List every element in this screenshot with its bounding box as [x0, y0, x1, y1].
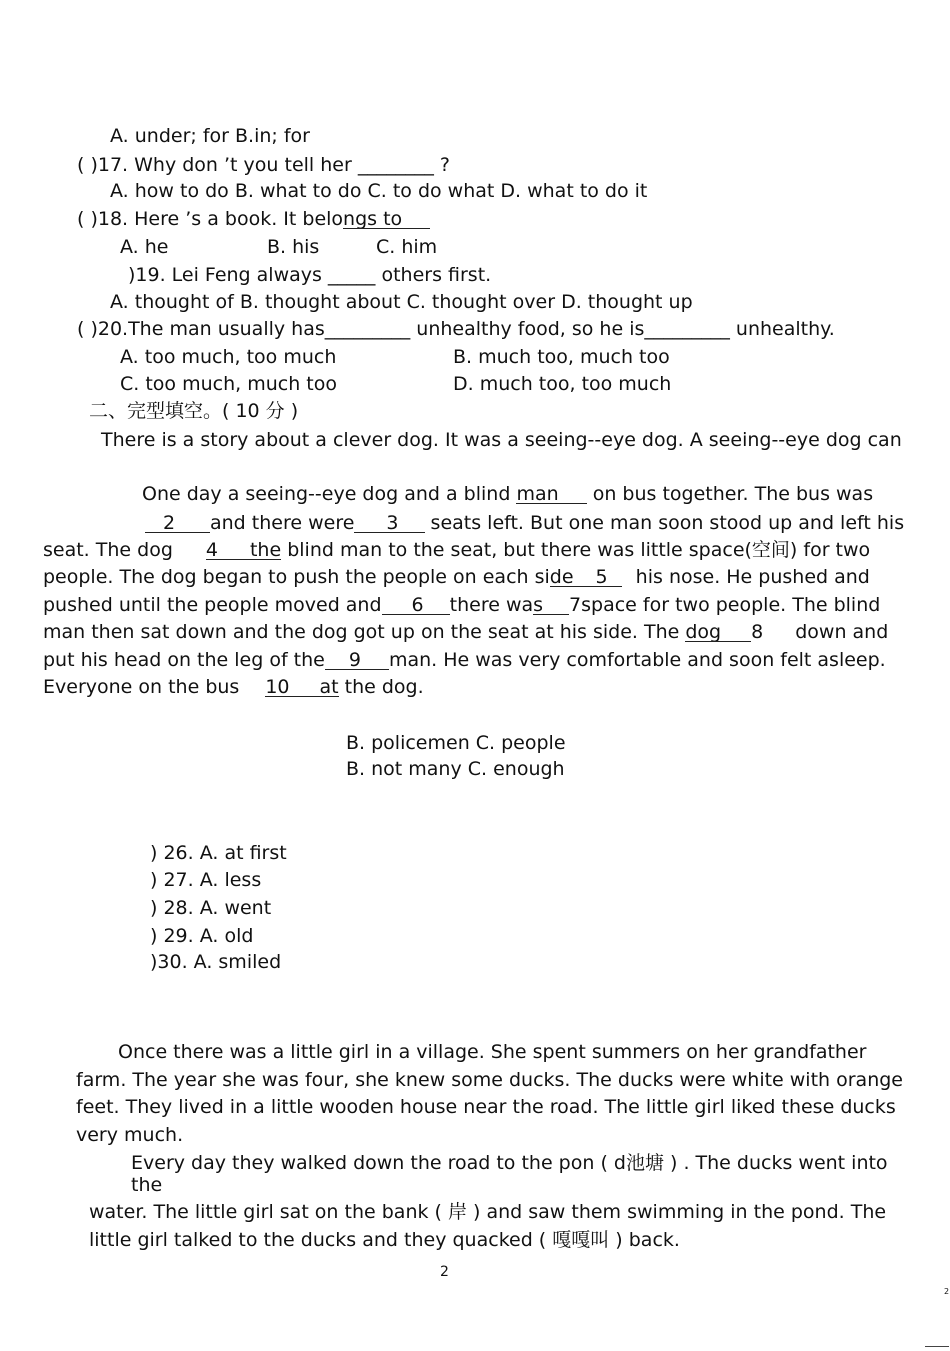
passage1-line4 [43, 539, 870, 561]
text-segment: and there were [210, 512, 355, 534]
q17-paren: ( ) [77, 154, 98, 176]
text-segment: put his head on the leg of the [43, 649, 325, 671]
passage1-line6 [43, 594, 880, 616]
passage2-line7: water. The little girl sat on the bank ( 岸 ) and saw them swimming in the pond. The [89, 1201, 887, 1223]
text-segment: Everyone on the bus [43, 676, 240, 698]
choices-row-2: B. not many C. enough [346, 758, 565, 780]
q19-question: )19. Lei Feng always _____ others first. [128, 264, 492, 286]
q17-options: A. how to do B. what to do C. to do what D. what to do it [110, 180, 648, 202]
passage2-line8: little girl talked to the ducks and they quacked ( 嘎嘎叫 ) back. [89, 1229, 680, 1251]
text-segment: One day a seeing--eye dog and a blind [142, 483, 517, 505]
blank-7 [533, 594, 569, 616]
blank-10 [265, 676, 338, 698]
q18-paren: ( ) [77, 208, 98, 230]
passage2-line5: Every day they walked down the road to the pon ( d池塘 ) . The ducks went into [131, 1152, 888, 1174]
passage1-line8 [43, 649, 886, 671]
text-segment: at [319, 676, 339, 698]
passage1-line5 [43, 566, 870, 588]
q18-text: 18. Here [97, 208, 186, 230]
passage1-line7 [43, 621, 888, 643]
blank-8 [685, 621, 751, 643]
passage2-line3: feet. They lived in a little wooden house near the road. The little girl liked these ducks [76, 1096, 896, 1118]
q20-question: ( )20.The man usually has_________ unhealthy food, so he is_________ unhealthy. [77, 318, 835, 340]
q18-question [77, 208, 430, 230]
page-number: 2 [440, 1264, 449, 1280]
blank-4-number: 4 [205, 539, 218, 561]
passage1-line9 [43, 676, 424, 698]
passage2-line6: the [131, 1174, 163, 1196]
q18-text-end: ngs to [343, 208, 403, 230]
text-segment: on bus together. The bus was [586, 483, 874, 505]
q18-option-b: B. his [267, 236, 320, 258]
q26: ) 26. A. at first [150, 842, 287, 864]
q20-option-d: D. much too, too much [453, 373, 672, 395]
corner-rule [925, 1346, 949, 1347]
choices-row-1: B. policemen C. people [346, 732, 566, 754]
blank-3 [354, 512, 424, 534]
q18-option-c: C. him [376, 236, 438, 258]
blank-2 [145, 512, 210, 534]
q20-option-c: C. too much, much too [120, 373, 337, 395]
text-segment: there wa [449, 594, 534, 616]
blank-3-number: 3 [386, 512, 399, 534]
text-segment: the [249, 539, 282, 561]
q17-text: 17. Why don [97, 154, 225, 176]
corner-page-number: 2 [944, 1287, 950, 1296]
blank-1-text: man [516, 483, 559, 505]
text-segment: de [549, 566, 574, 588]
q19-options: A. thought of B. thought about C. thought over D. thought up [110, 291, 693, 313]
text-segment: people. The dog began to push the people on each si [43, 566, 550, 588]
blank-8-number: 8 [751, 621, 764, 643]
blank-2-number: 2 [163, 512, 176, 534]
passage2-line4: very much. [76, 1124, 184, 1146]
blank-9 [325, 649, 389, 671]
q30: )30. A. smiled [150, 951, 282, 973]
q17-text-rest: ’t you tell her ________ ? [224, 154, 450, 176]
q18-blank [343, 208, 430, 230]
q17-question [77, 154, 450, 176]
text-segment: pushed until the people moved and [43, 594, 382, 616]
text-segment: down and [795, 621, 889, 643]
blank-4 [206, 539, 250, 561]
q28: ) 28. A. went [150, 897, 272, 919]
text-segment: blind man to the seat, but there was little space(空间) for two [281, 539, 871, 561]
text-segment: s [533, 594, 544, 616]
q18-text-mid: ’s a book. It belo [185, 208, 344, 230]
text-segment: seat. The dog [43, 539, 173, 561]
q18-option-a: A. he [120, 236, 169, 258]
text-segment: seats left. But one man soon stood up and left his [424, 512, 905, 534]
passage2-line1: Once there was a little girl in a village. She spent summers on her grandfather [118, 1041, 867, 1063]
section-heading: 二、完型填空。( 10 分 ) [89, 400, 299, 422]
blank-1 [516, 483, 586, 505]
passage1-line2 [142, 483, 873, 505]
q27: ) 27. A. less [150, 869, 262, 891]
text-segment: 7space for two people. The blind [569, 594, 881, 616]
q20-option-a: A. too much, too much [120, 346, 337, 368]
q29: ) 29. A. old [150, 925, 254, 947]
passage1-line3 [145, 512, 904, 534]
blank-9-number: 9 [348, 649, 361, 671]
blank-6 [382, 594, 450, 616]
text-segment: man then sat down and the dog got up on the seat at his side. The [43, 621, 686, 643]
blank-6-number: 6 [411, 594, 424, 616]
text-segment: dog [685, 621, 722, 643]
passage2-line2: farm. The year she was four, she knew some ducks. The ducks were white with orange [76, 1069, 903, 1091]
text-segment: man. He was very comfortable and soon felt asleep. [388, 649, 886, 671]
q20-option-b: B. much too, much too [453, 346, 670, 368]
q16-options: A. under; for B.in; for [110, 125, 310, 147]
blank-10-number: 10 [265, 676, 290, 698]
blank-5-number: 5 [595, 566, 608, 588]
passage1-line1: There is a story about a clever dog. It was a seeing--eye dog. A seeing--eye dog can [101, 429, 902, 451]
text-segment: his nose. He pushed and [629, 566, 870, 588]
blank-5 [550, 566, 622, 588]
text-segment: the dog. [338, 676, 424, 698]
blank-4-tail [250, 539, 281, 561]
